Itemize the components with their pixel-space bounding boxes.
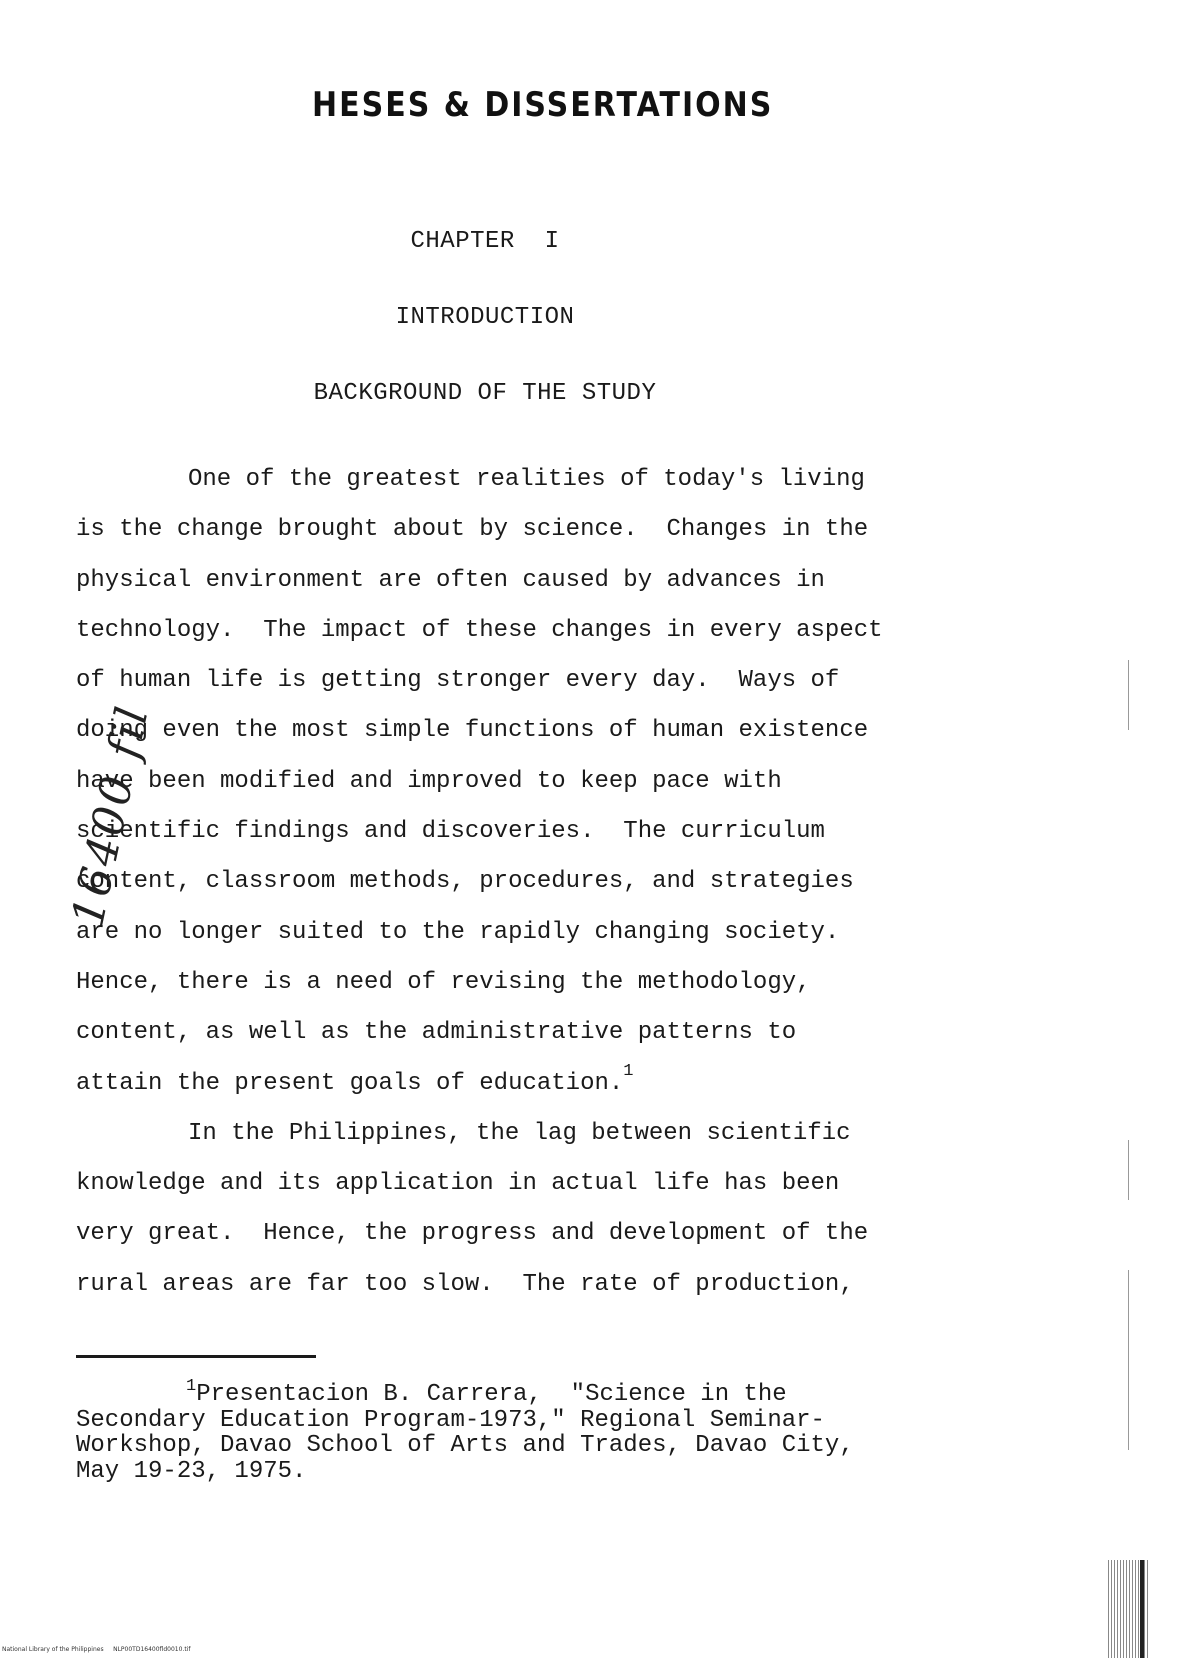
text-line: content, as well as the administrative patterns to <box>76 1019 797 1047</box>
text-line: content, classroom methods, procedures, and strategies <box>76 868 854 896</box>
library-footer: National Library of the Philippines NLP00TD16400fld0010.tif <box>2 1646 191 1653</box>
text-line-last <box>76 1059 976 1109</box>
paragraph-2 <box>76 1109 976 1310</box>
footnote-reference: 1 <box>623 1061 634 1081</box>
text-line: very great. Hence, the progress and development of the <box>76 1220 869 1248</box>
text-line: In the Philippines, the lag between scientific <box>188 1119 851 1147</box>
text-line: are no longer suited to the rapidly changing society. <box>76 918 840 946</box>
footnote-line: Workshop, Davao School of Arts and Trades, Davao City, <box>76 1432 854 1459</box>
footnote-divider <box>76 1355 316 1358</box>
introduction-heading: INTRODUCTION <box>395 304 575 331</box>
text-line-content: attain the present goals of education. <box>76 1069 624 1097</box>
paragraph-1 <box>76 455 976 1109</box>
scan-edge-mark <box>1128 1140 1129 1200</box>
background-heading: BACKGROUND OF THE STUDY <box>313 380 657 407</box>
text-line: of human life is getting stronger every day. Ways of <box>76 667 840 695</box>
scan-corner-bar <box>1140 1560 1144 1658</box>
text-line: scientific findings and discoveries. The curriculum <box>76 818 825 846</box>
footnote-line: May 19-23, 1975. <box>76 1457 307 1485</box>
footnote-line: Secondary Education Program-1973," Regional Seminar- <box>76 1406 825 1434</box>
scan-edge-mark <box>1128 1270 1129 1450</box>
scan-edge-mark <box>1128 660 1129 730</box>
text-line: is the change brought about by science. Changes in the <box>76 516 869 544</box>
text-line: knowledge and its application in actual life has been <box>76 1170 840 1198</box>
text-line: technology. The impact of these changes in every aspect <box>76 616 883 644</box>
text-line: have been modified and improved to keep pace with <box>76 767 782 795</box>
footnote-line-content: Presentacion B. Carrera, "Science in the <box>196 1381 787 1408</box>
footnote-line <box>76 1377 976 1408</box>
chapter-heading: CHAPTER I <box>410 228 560 255</box>
text-line: Hence, there is a need of revising the methodology, <box>76 968 811 996</box>
footnote <box>76 1377 976 1485</box>
body-text <box>76 455 976 1310</box>
text-line: physical environment are often caused by advances in <box>76 566 825 594</box>
footnote-marker: 1 <box>186 1377 197 1396</box>
text-line: rural areas are far too slow. The rate of production, <box>76 1270 854 1298</box>
text-line: One of the greatest realities of today's living <box>188 466 865 493</box>
handwritten-margin-note: 16400 fil <box>62 699 160 932</box>
theses-dissertations-stamp: HESES & DISSERTATIONS <box>312 86 774 126</box>
text-line: doing even the most simple functions of human existence <box>76 717 869 745</box>
